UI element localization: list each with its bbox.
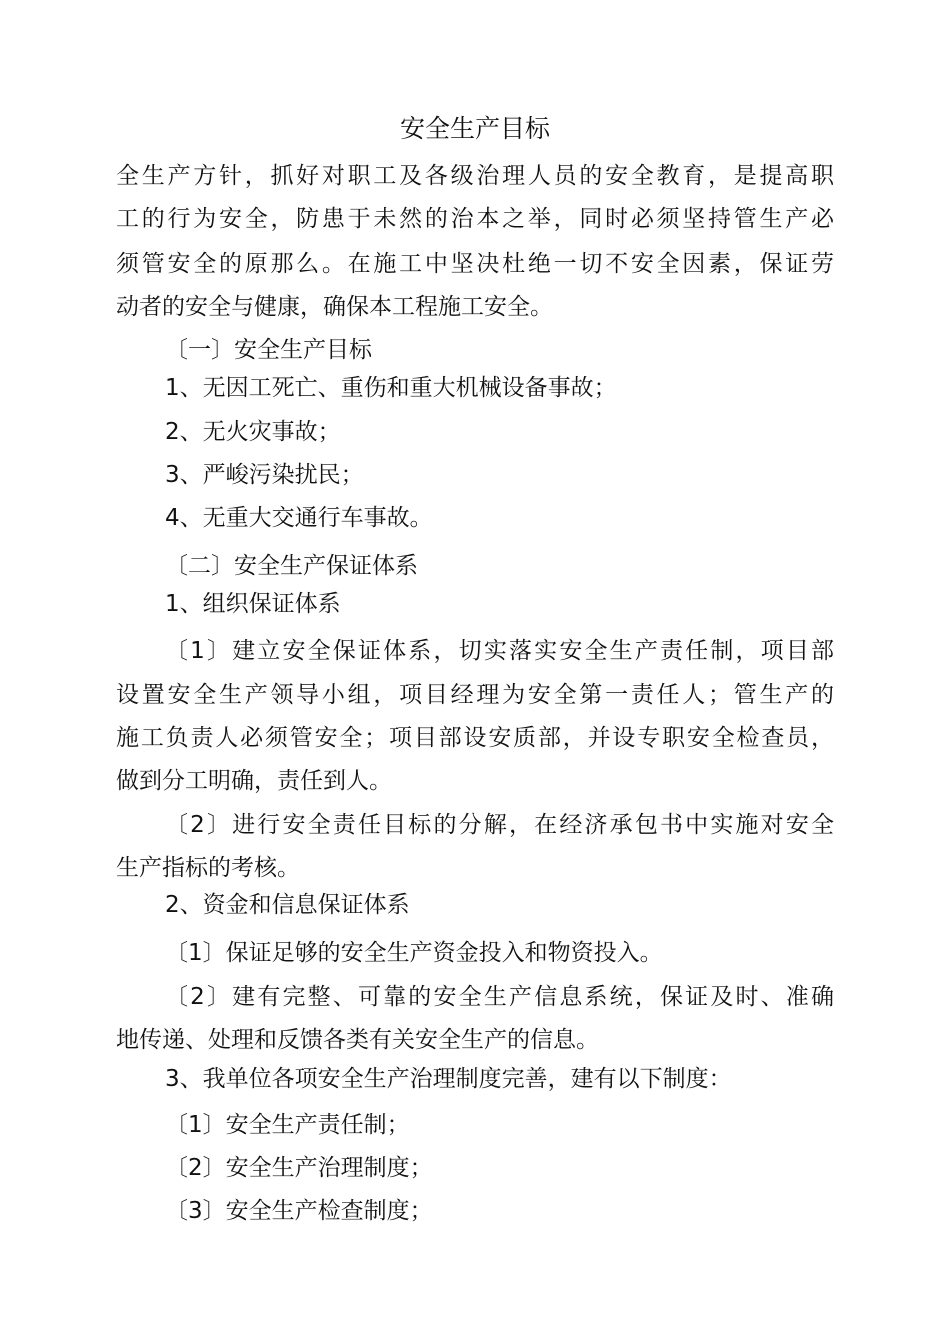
- sub1-heading: 1、组织保证体系: [165, 591, 341, 617]
- sub2-heading: 2、资金和信息保证体系: [165, 892, 410, 918]
- sub1-para1-line-1: 〔1〕建立安全保证体系，切实落实安全生产责任制，项目部: [165, 638, 834, 664]
- sub2-para2-line-1: 〔2〕建有完整、可靠的安全生产信息系统，保证及时、准确: [165, 984, 834, 1010]
- section2-heading: 〔二〕安全生产保证体系: [165, 553, 418, 579]
- sub3-heading: 3、我单位各项安全生产治理制度完善，建有以下制度：: [165, 1066, 732, 1092]
- sub1-para1-line-3: 施工负责人必须管安全；项目部设安质部，并设专职安全检查员，: [116, 725, 834, 751]
- intro-line-2: 工的行为安全，防患于未然的治本之举，同时必须坚持管生产必: [116, 206, 834, 232]
- section1-item-4: 4、无重大交通行车事故。: [165, 505, 433, 531]
- sub3-item-3: 〔3〕安全生产检查制度；: [165, 1198, 433, 1224]
- sub3-item-2: 〔2〕安全生产治理制度；: [165, 1155, 433, 1181]
- section1-item-2: 2、无火灾事故；: [165, 419, 341, 445]
- sub1-para1-line-4: 做到分工明确，责任到人。: [116, 768, 392, 794]
- document-title: 安全生产目标: [399, 114, 550, 143]
- section1-item-3: 3、严峻污染扰民；: [165, 462, 364, 488]
- intro-line-3: 须管安全的原那么。在施工中坚决杜绝一切不安全因素，保证劳: [116, 251, 834, 277]
- sub2-para1-line-1: 〔1〕保证足够的安全生产资金投入和物资投入。: [165, 940, 663, 966]
- sub3-item-1: 〔1〕安全生产责任制；: [165, 1112, 410, 1138]
- section1-item-1: 1、无因工死亡、重伤和重大机械设备事故；: [165, 375, 617, 401]
- sub1-para2-line-1: 〔2〕进行安全责任目标的分解，在经济承包书中实施对安全: [165, 812, 834, 838]
- section1-heading: 〔一〕安全生产目标: [165, 337, 372, 363]
- intro-line-1: 全生产方针，抓好对职工及各级治理人员的安全教育，是提高职: [116, 163, 834, 189]
- intro-line-4: 动者的安全与健康，确保本工程施工安全。: [116, 294, 553, 320]
- sub1-para1-line-2: 设置安全生产领导小组，项目经理为安全第一责任人；管生产的: [116, 682, 834, 708]
- sub1-para2-line-2: 生产指标的考核。: [116, 855, 300, 881]
- sub2-para2-line-2: 地传递、处理和反馈各类有关安全生产的信息。: [116, 1027, 599, 1053]
